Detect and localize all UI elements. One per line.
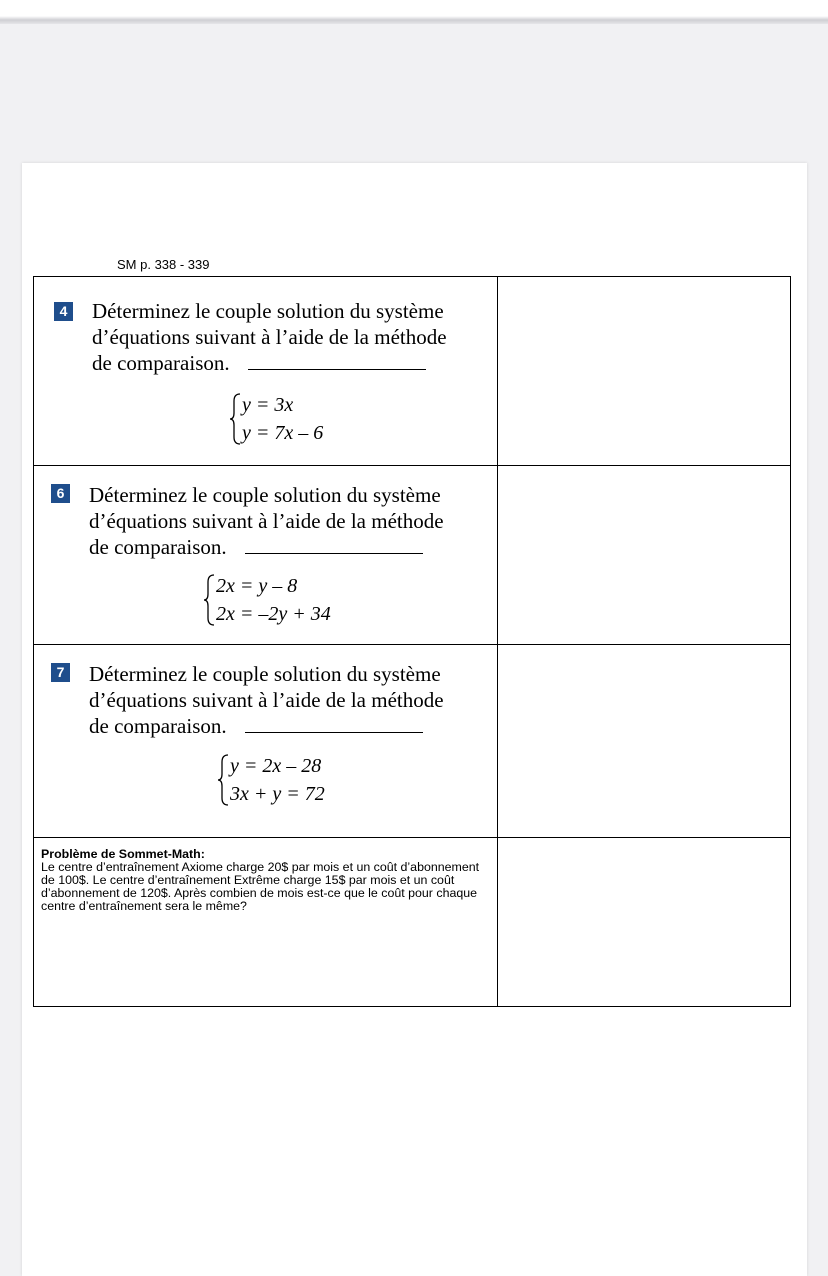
exercise-number-badge: 4 [54,302,73,321]
prompt-line-text: de comparaison. [89,535,227,559]
exercise-cell [34,277,498,465]
problem-statement [41,848,481,913]
equation-system [204,572,331,628]
problem-text: Le centre d’entraînement Axiome charge 20$ par mois et un coût d’abonnement de 100$. Le centre d’entraînement Extrême charge 15$ par mois et un coût d’abonnement de 120$. Après combien de mois est-ce que le coût pour chaque centre d’entraînement sera le même? [41,860,480,913]
exercise-row-6 [34,465,790,644]
exercise-row-7 [34,644,790,837]
answer-blank [248,353,426,370]
problem-row [34,837,790,1006]
exercise-prompt [89,661,444,739]
prompt-line [92,350,447,376]
equation-1: y = 3x [242,394,294,416]
answer-cell[interactable] [498,466,790,644]
answer-blank [245,716,423,733]
exercise-number-badge: 6 [51,484,70,503]
problem-cell [34,838,498,1006]
equation-system [230,391,323,447]
prompt-line: Déterminez le couple solution du système [92,299,444,323]
prompt-line: d’équations suivant à l’aide de la méthode [92,325,447,349]
prompt-line-text: de comparaison. [92,351,230,375]
prompt-line: d’équations suivant à l’aide de la méthode [89,688,444,712]
source-reference: SM p. 338 - 339 [117,257,210,272]
equation-1: 2x = y – 8 [216,575,298,597]
prompt-line: d’équations suivant à l’aide de la méthode [89,509,444,533]
exercise-row-4 [34,277,790,465]
exercise-cell [34,466,498,644]
prompt-line: Déterminez le couple solution du système [89,662,441,686]
exercise-number-badge: 7 [51,663,70,682]
exercise-cell [34,645,498,837]
answer-blank [245,537,423,554]
prompt-line [89,713,444,739]
problem-title: Problème de Sommet-Math: [41,847,205,861]
equation-2: y = 7x – 6 [242,422,324,444]
equation-2: 3x + y = 72 [230,783,325,805]
exercise-prompt [92,298,447,376]
equation-system [218,752,325,808]
answer-cell[interactable] [498,277,790,465]
answer-cell[interactable] [498,838,790,1006]
viewer-top-bar [0,0,828,24]
equation-1: y = 2x – 28 [230,755,322,777]
prompt-line-text: de comparaison. [89,714,227,738]
exercise-prompt [89,482,444,560]
prompt-line: Déterminez le couple solution du système [89,483,441,507]
left-brace-icon [204,574,216,626]
left-brace-icon [218,754,230,806]
prompt-line [89,534,444,560]
equation-2: 2x = –2y + 34 [216,603,331,625]
worksheet-table [33,276,791,1007]
answer-cell[interactable] [498,645,790,837]
left-brace-icon [230,393,242,445]
